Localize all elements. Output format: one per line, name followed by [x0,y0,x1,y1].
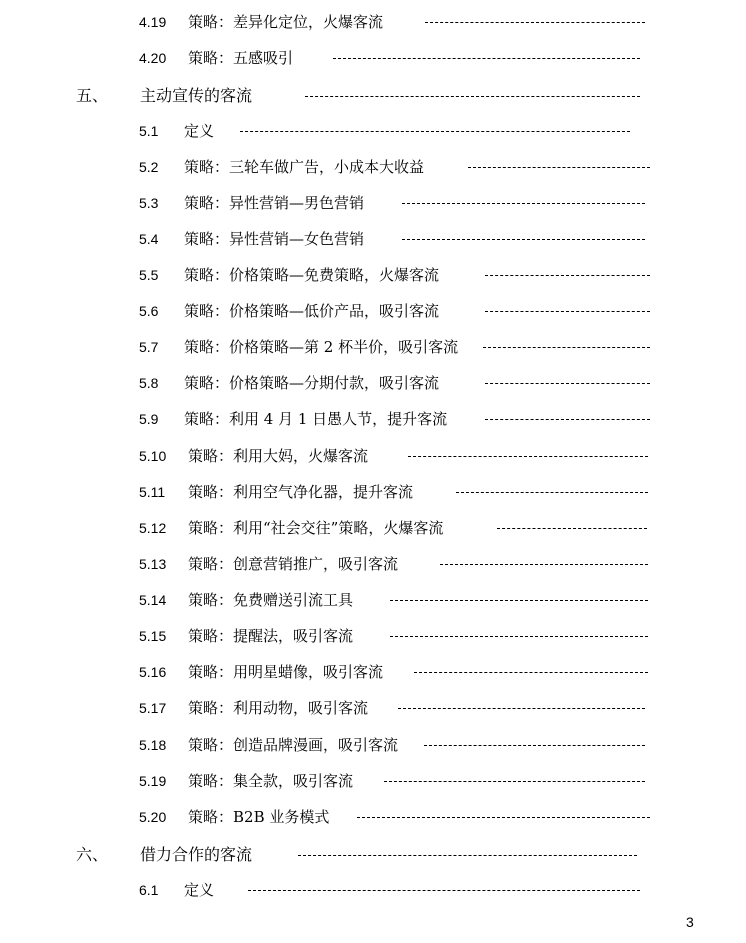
toc-entry-number: 5.7 [139,339,159,355]
dotted-leader [485,265,650,285]
toc-entry-title: 定义 [184,122,215,140]
dotted-leader [333,48,640,68]
dotted-leader [298,845,637,865]
toc-entry-title: 策略：利用空气净化器，提升客流 [188,483,414,501]
toc-entry-title: 策略：异性营销—男色营销 [184,194,365,212]
dotted-leader [248,880,640,900]
toc-entry-title: 策略：价格策略—低价产品，吸引客流 [184,302,440,320]
dotted-leader [485,373,650,393]
toc-entry-number: 5.6 [139,303,159,319]
toc-entry-number: 5.17 [139,700,167,716]
toc-entry-title: 策略：利用 4 月 1 日愚人节，提升客流 [184,410,448,428]
toc-entry-title: 策略：免费赠送引流工具 [188,591,354,609]
toc-entry-number: 5.11 [139,484,166,500]
dotted-leader [483,337,650,357]
dotted-leader [424,735,645,755]
toc-entry-title: 策略：提醒法，吸引客流 [188,627,354,645]
toc-entry-title: 主动宣传的客流 [140,86,253,105]
toc-entry-title: 策略：创造品牌漫画，吸引客流 [188,736,399,754]
toc-entry-title: 策略：价格策略—分期付款，吸引客流 [184,374,440,392]
toc-entry-number: 5.20 [139,809,167,825]
toc-entry-title: 定义 [184,881,215,899]
dotted-leader [425,12,645,32]
dotted-leader [390,626,648,646]
toc-entry-number: 4.19 [139,14,167,30]
toc-entry-title: 策略：价格策略—免费策略，火爆客流 [184,266,440,284]
dotted-leader [240,121,630,141]
toc-entry-number: 五、 [76,86,109,105]
dotted-leader [456,482,648,502]
dotted-leader [398,698,645,718]
toc-entry-number: 5.4 [139,231,159,247]
toc-entry-number: 5.18 [139,737,167,753]
toc-entry-number: 5.10 [139,448,167,464]
toc-entry-title: 借力合作的客流 [140,845,253,864]
toc-entry-number: 5.9 [139,411,159,427]
dotted-leader [485,301,650,321]
toc-entry-title: 策略：创意营销推广，吸引客流 [188,555,399,573]
toc-entry-title: 策略：差异化定位，火爆客流 [188,13,384,31]
page-number: 3 [686,914,694,930]
toc-entry-number: 5.16 [139,664,167,680]
toc-entry-number: 5.13 [139,556,167,572]
dotted-leader [497,518,647,538]
dotted-leader [402,193,645,213]
toc-entry-title: 策略：B2B 业务模式 [188,808,330,826]
toc-entry-number: 5.5 [139,267,159,283]
toc-entry-title: 策略：利用动物，吸引客流 [188,699,369,717]
toc-entry-title: 策略：利用“社会交往”策略，火爆客流 [188,519,444,537]
toc-entry-number: 5.2 [139,159,159,175]
toc-entry-number: 5.14 [139,592,167,608]
toc-entry-number: 5.8 [139,375,159,391]
toc-entry-title: 策略：异性营销—女色营销 [184,230,365,248]
toc-entry-title: 策略：利用大妈，火爆客流 [188,447,369,465]
dotted-leader [384,771,645,791]
dotted-leader [390,590,648,610]
toc-entry-number: 5.19 [139,773,167,789]
toc-entry-number: 5.1 [139,123,159,139]
toc-entry-number: 5.3 [139,195,159,211]
dotted-leader [402,229,645,249]
toc-entry-title: 策略：五感吸引 [188,49,294,67]
toc-entry-number: 4.20 [139,50,167,66]
dotted-leader [305,86,640,106]
toc-entry-number: 6.1 [139,882,159,898]
toc-entry-number: 5.12 [139,520,167,536]
toc-entry-number: 六、 [76,845,109,864]
toc-entry-title: 策略：用明星蜡像，吸引客流 [188,663,384,681]
dotted-leader [408,446,648,466]
toc-entry-title: 策略：价格策略—第 2 杯半价，吸引客流 [184,338,459,356]
dotted-leader [468,157,650,177]
dotted-leader [440,554,648,574]
dotted-leader [485,409,650,429]
toc-entry-title: 策略：集全款，吸引客流 [188,772,354,790]
dotted-leader [357,807,650,827]
toc-entry-title: 策略：三轮车做广告，小成本大收益 [184,158,425,176]
dotted-leader [414,662,648,682]
toc-entry-number: 5.15 [139,628,167,644]
